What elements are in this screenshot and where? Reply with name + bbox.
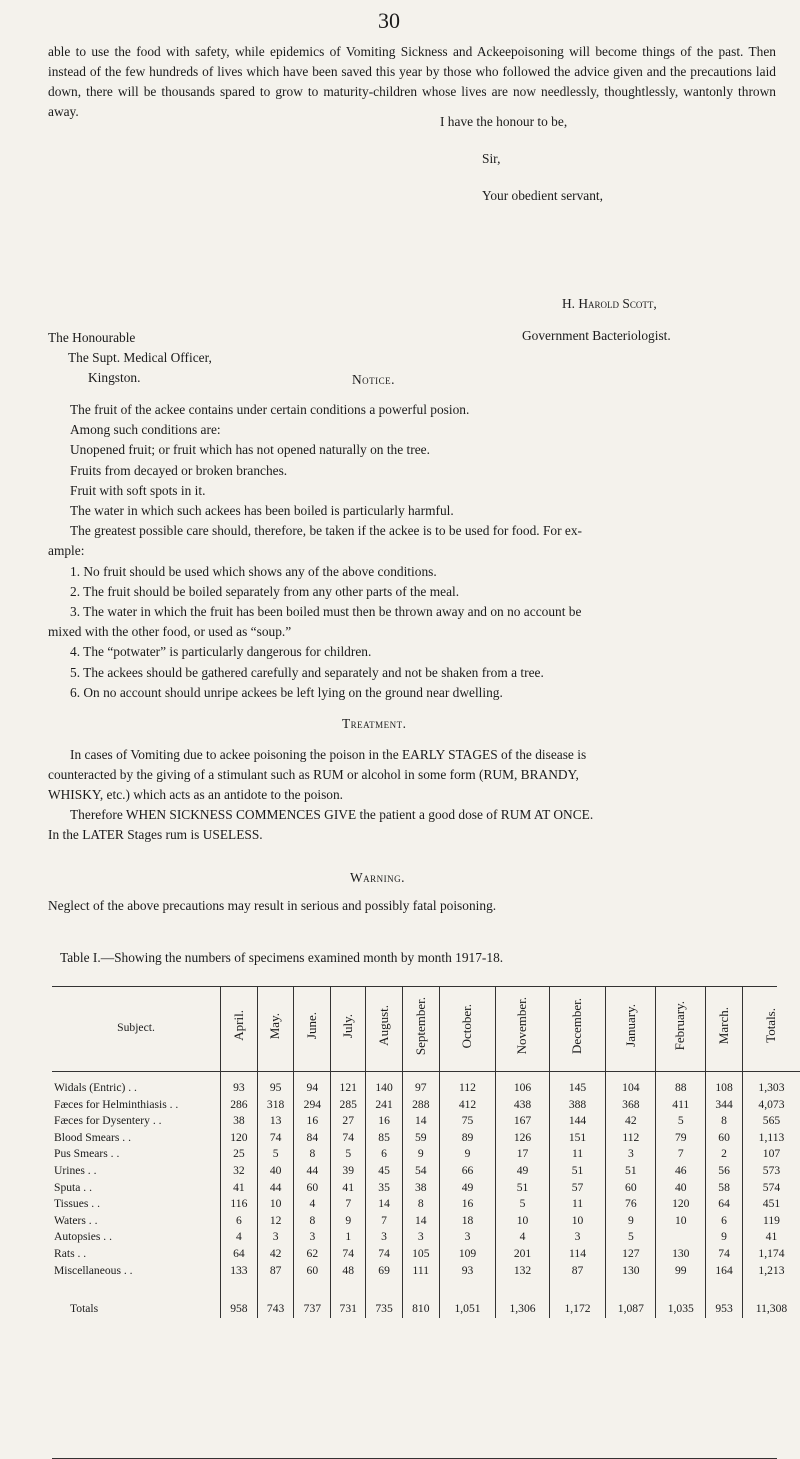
total-cell: 1,035 [656, 1289, 706, 1318]
table-cell: 25 [233, 1147, 245, 1161]
table-cell: 6 [236, 1213, 242, 1227]
column-header-label: May. [267, 1012, 283, 1039]
notice-line: The water in which such ackees has been boiled is particularly harmful. [70, 503, 454, 519]
table-cell: 60 [306, 1263, 319, 1277]
table-cell: 66 [461, 1163, 474, 1177]
table-cell: 41 [233, 1180, 245, 1194]
table-cell: 44 [306, 1163, 319, 1177]
table-cell: 3 [464, 1230, 471, 1244]
table-cell: 127 [622, 1246, 640, 1260]
table-cell: 38 [415, 1180, 427, 1194]
table-cell: 74 [342, 1130, 354, 1144]
addressee [48, 328, 212, 388]
table-cell: 79 [674, 1130, 687, 1144]
column-header-label: January. [622, 1004, 638, 1048]
table-cell: 99 [674, 1263, 687, 1277]
column-header [294, 986, 331, 1072]
table-cell: 12 [269, 1213, 282, 1227]
column-header [656, 986, 706, 1072]
table-cell: 56 [718, 1163, 730, 1177]
table-cell: 438 [513, 1097, 532, 1111]
row-subject: Sputa . . [54, 1180, 93, 1194]
column-header [221, 986, 258, 1072]
treatment-body [48, 745, 778, 845]
treatment-line: Therefore WHEN SICKNESS COMMENCES GIVE the patient a good dose of RUM AT ONCE. [70, 807, 594, 822]
table-cell: 8 [309, 1213, 316, 1227]
signatory-title: Government Bacteriologist. [522, 328, 671, 343]
table-cell: 10 [516, 1213, 529, 1227]
column-header [257, 986, 294, 1072]
table-cell: 64 [233, 1246, 245, 1260]
totals-label-cell [52, 1289, 221, 1318]
table-cell: 112 [459, 1081, 476, 1094]
column-header [439, 986, 496, 1072]
table-cell: 8 [721, 1114, 727, 1128]
table-cell: 5 [677, 1114, 684, 1128]
row-subject: Rats . . [54, 1246, 87, 1260]
table-cell: 574 [762, 1180, 781, 1194]
table-cell: 60 [625, 1180, 637, 1194]
value-column [656, 1072, 706, 1290]
table-cell: 130 [622, 1263, 640, 1277]
value-column [294, 1072, 331, 1290]
table-cell: 93 [461, 1263, 474, 1277]
column-header-label: Totals. [763, 1008, 779, 1044]
table-cell: 10 [674, 1213, 687, 1227]
table-cell: 13 [269, 1114, 282, 1128]
table-cell: 32 [233, 1163, 245, 1177]
notice-line: 2. The fruit should be boiled separately from any other parts of the meal. [70, 583, 460, 599]
table-cell: 1 [345, 1230, 352, 1244]
notice-line: Fruit with soft spots in it. [70, 482, 206, 498]
table-cell: 130 [672, 1246, 690, 1260]
table-cell: 5 [627, 1230, 634, 1244]
column-header [742, 986, 800, 1072]
addressee-line: The Supt. Medical Officer, [68, 350, 212, 365]
table-cell: 14 [378, 1197, 390, 1211]
treatment-line: In cases of Vomiting due to ackee poisoning the poison in the EARLY STAGES of the disease is [70, 747, 587, 762]
column-header [496, 986, 549, 1072]
table-cell: 41 [765, 1230, 778, 1244]
table-cell: 93 [233, 1081, 245, 1094]
table-cell: 106 [513, 1081, 532, 1094]
treatment-line: counteracted by the giving of a stimulant such as RUM or alcohol in some form (RUM, BRANDY, [48, 767, 579, 782]
table-cell: 49 [516, 1163, 529, 1177]
table-cell: 4 [519, 1230, 526, 1244]
table-cell: 49 [461, 1180, 474, 1194]
table-cell: 140 [375, 1081, 393, 1094]
table-cell: 565 [762, 1114, 781, 1128]
table-cell: 3 [272, 1230, 279, 1244]
table-cell: 132 [513, 1263, 532, 1277]
column-header-label: November. [514, 997, 530, 1055]
treatment-line: In the LATER Stages rum is USELESS. [48, 827, 263, 842]
table-cell: 119 [762, 1213, 780, 1227]
table-cell: 9 [627, 1213, 634, 1227]
total-cell: 735 [366, 1289, 403, 1318]
table-cell: 88 [674, 1081, 687, 1094]
table-cell: 57 [571, 1180, 584, 1194]
column-header-label: June. [304, 1012, 320, 1040]
table-cell: 45 [378, 1163, 390, 1177]
total-cell: 743 [257, 1289, 294, 1318]
total-cell: 1,087 [606, 1289, 656, 1318]
table-cell: 121 [339, 1081, 357, 1094]
table-cell: 9 [345, 1213, 352, 1227]
table-cell: 74 [378, 1246, 390, 1260]
table-cell: 164 [715, 1263, 733, 1277]
table-cell: 145 [568, 1081, 587, 1094]
column-header [331, 986, 366, 1072]
table-cell: 51 [516, 1180, 529, 1194]
table-cell: 241 [375, 1097, 393, 1111]
total-cell: 958 [221, 1289, 258, 1318]
table-cell: 64 [718, 1197, 730, 1211]
table-header-row [52, 986, 800, 1072]
table-cell: 41 [342, 1180, 354, 1194]
table-cell: 17 [516, 1147, 529, 1161]
table-cell: 126 [513, 1130, 532, 1144]
table-cell: 59 [415, 1130, 427, 1144]
table-cell: 318 [266, 1097, 285, 1111]
table-cell: 16 [378, 1114, 390, 1128]
closing-honour: I have the honour to be, [440, 114, 568, 129]
table-cell: 60 [718, 1130, 730, 1144]
intro-paragraph: able to use the food with safety, while epidemics of Vomiting Sickness and Ackeepoisoning will become things of the past. Then instead of the few hundreds of lives which have been saved this year by those who followed the advice given and the precautions laid down, there will be thousands spared to grow to maturity-children whose lives are now needlessly, thoughtlessly, wantonly thrown away. [48, 44, 776, 119]
row-subject: Waters . . [54, 1213, 98, 1227]
column-header-label: July. [339, 1013, 355, 1038]
notice-line: The fruit of the ackee contains under certain conditions a powerful posion. [70, 402, 470, 417]
totals-label: Totals [70, 1302, 99, 1316]
table-cell: 3 [627, 1147, 634, 1161]
table-cell: 9 [721, 1230, 727, 1244]
signatory-name: H. Harold Scott, [562, 296, 657, 311]
value-column [606, 1072, 656, 1290]
table-cell: 201 [513, 1246, 532, 1260]
table-cell: 104 [622, 1081, 640, 1094]
table-cell: 42 [625, 1114, 637, 1128]
treatment-line: WHISKY, etc.) which acts as an antidote to the poison. [48, 787, 344, 802]
table-cell: 412 [458, 1097, 477, 1111]
table-cell: 344 [715, 1097, 733, 1111]
subject-header [52, 986, 221, 1072]
table-cell: 89 [461, 1130, 474, 1144]
value-column [257, 1072, 294, 1290]
total-cell: 1,051 [439, 1289, 496, 1318]
table-cell: 39 [342, 1163, 354, 1177]
column-header [706, 986, 743, 1072]
notice-line: mixed with the other food, or used as “soup.” [48, 624, 292, 640]
table-cell: 368 [622, 1097, 640, 1111]
notice-line: Among such conditions are: [70, 422, 221, 438]
column-header-label: March. [715, 1007, 731, 1045]
notice-line: 4. The “potwater” is particularly dangerous for children. [70, 644, 372, 660]
table-cell: 11 [571, 1147, 584, 1161]
subject-column [52, 1072, 221, 1290]
table-cell: 144 [568, 1114, 587, 1128]
row-subject: Pus Smears . . [54, 1147, 120, 1161]
table-cell: 7 [381, 1213, 387, 1227]
table-cell: 112 [622, 1130, 640, 1144]
row-subject: Tissues . . [54, 1197, 100, 1211]
column-header-label: December. [569, 997, 585, 1054]
table-cell: 54 [415, 1163, 427, 1177]
table-cell: 94 [306, 1081, 319, 1094]
table-cell: 167 [513, 1114, 532, 1128]
row-subject: Fæces for Helminthiasis . . [54, 1097, 179, 1111]
value-column [439, 1072, 496, 1290]
table-cell: 44 [269, 1180, 282, 1194]
table-cell: 7 [345, 1197, 352, 1211]
table-cell: 3 [574, 1230, 581, 1244]
table-cell: 16 [306, 1114, 319, 1128]
value-column [549, 1072, 606, 1290]
value-column [402, 1072, 439, 1290]
row-subject: Blood Smears . . [54, 1130, 131, 1144]
notice-line: 5. The ackees should be gathered carefully and separately and not be shaken from a tree. [70, 664, 544, 680]
table-cell: 97 [415, 1081, 427, 1094]
table-cell: 51 [571, 1163, 584, 1177]
table-cell: 1,174 [758, 1246, 785, 1260]
value-column [706, 1072, 743, 1290]
column-header-label: September. [412, 996, 428, 1055]
table-cell: 9 [464, 1147, 471, 1161]
value-column [331, 1072, 366, 1290]
table-cell: 285 [339, 1097, 357, 1111]
specimens-table [52, 986, 800, 1318]
total-cell: 11,308 [742, 1289, 800, 1318]
column-header-label: August. [375, 1005, 391, 1047]
total-cell: 953 [706, 1289, 743, 1318]
row-subject: Fæces for Dysentery . . [54, 1114, 162, 1128]
table-cell: 9 [417, 1147, 424, 1161]
table-cell: 42 [269, 1246, 282, 1260]
table-caption: Table I.—Showing the numbers of specimens examined month by month 1917-18. [60, 950, 504, 965]
value-column [366, 1072, 403, 1290]
table-cell: 573 [762, 1163, 781, 1177]
column-header-label: October. [459, 1003, 475, 1048]
table-cell: 60 [306, 1180, 319, 1194]
table-cell: 411 [672, 1097, 690, 1111]
table-cell: 114 [569, 1246, 586, 1260]
table-cell: 1,303 [758, 1081, 785, 1094]
table-cell: 3 [417, 1230, 424, 1244]
addressee-line: Kingston. [88, 370, 141, 385]
notice-line: 6. On no account should unripe ackees be left lying on the ground near dwelling. [70, 684, 503, 700]
table-cell: 95 [269, 1081, 282, 1094]
table-cell: 11 [571, 1197, 584, 1211]
table-cell: 1,213 [758, 1263, 785, 1277]
column-header [549, 986, 606, 1072]
value-column [221, 1072, 258, 1290]
value-column [742, 1072, 800, 1290]
total-cell: 731 [331, 1289, 366, 1318]
table-cell: 14 [415, 1114, 427, 1128]
notice-line: 3. The water in which the fruit has been boiled must then be thrown away and on no account be [70, 604, 582, 620]
table-cell: 105 [412, 1246, 430, 1260]
table-cell: 6 [381, 1147, 387, 1161]
table-cell: 69 [378, 1263, 390, 1277]
table-cell: 74 [718, 1246, 730, 1260]
column-header-label: April. [230, 1010, 246, 1042]
table-cell: 133 [230, 1263, 248, 1277]
subject-header-label: Subject. [117, 1021, 155, 1035]
table-cell: 46 [674, 1163, 687, 1177]
table-cell: 18 [461, 1213, 474, 1227]
total-cell: 810 [402, 1289, 439, 1318]
table-cell: 8 [417, 1197, 424, 1211]
table-cell: 75 [461, 1114, 474, 1128]
table-cell: 294 [303, 1097, 322, 1111]
notice-line: ample: [48, 543, 85, 559]
table-cell: 116 [230, 1197, 248, 1211]
table-cell: 74 [269, 1130, 282, 1144]
notice-line: Unopened fruit; or fruit which has not opened naturally on the tree. [70, 442, 430, 458]
row-subject: Miscellaneous . . [54, 1263, 133, 1277]
treatment-heading: Treatment. [342, 716, 407, 731]
table-cell: 48 [342, 1263, 354, 1277]
table-cell: 38 [233, 1114, 245, 1128]
table-cell: 5 [345, 1147, 352, 1161]
table-cell: 87 [269, 1263, 282, 1277]
table-cell: 10 [571, 1213, 584, 1227]
column-header-label: February. [672, 1001, 688, 1051]
total-cell: 1,306 [496, 1289, 549, 1318]
table-cell: 2 [721, 1147, 727, 1161]
table-cell: 108 [715, 1081, 733, 1094]
table-cell: 5 [272, 1147, 279, 1161]
notice-heading: Notice. [352, 372, 396, 387]
column-header [606, 986, 656, 1072]
row-subject: Widals (Entric) . . [54, 1081, 137, 1094]
table-cell: 58 [718, 1180, 730, 1194]
table-cell: 286 [230, 1097, 248, 1111]
notice-line: 1. No fruit should be used which shows any of the above conditions. [70, 563, 437, 579]
table-cell: 120 [230, 1130, 248, 1144]
table-cell: 85 [378, 1130, 390, 1144]
page-number: 30 [378, 8, 400, 33]
table-cell: 6 [721, 1213, 727, 1227]
table-cell: 151 [568, 1130, 587, 1144]
table-cell: 107 [762, 1147, 781, 1161]
table-cell: 3 [309, 1230, 316, 1244]
addressee-line: The Honourable [48, 330, 136, 345]
table-cell: 40 [674, 1180, 687, 1194]
table-cell: 5 [519, 1197, 526, 1211]
table-cell: 111 [412, 1263, 430, 1277]
table-cell: 451 [762, 1197, 781, 1211]
table-cell: 288 [412, 1097, 430, 1111]
table-cell: 4 [236, 1230, 242, 1244]
table-cell: 35 [378, 1180, 390, 1194]
table-cell: 3 [381, 1230, 387, 1244]
notice-line: The greatest possible care should, therefore, be taken if the ackee is to be used for food. For ex- [70, 523, 583, 539]
table-cell: 16 [461, 1197, 474, 1211]
table-cell: 62 [306, 1246, 319, 1260]
warning-text: Neglect of the above precautions may result in serious and possibly fatal poisoning. [48, 898, 497, 913]
table-cell: 27 [342, 1114, 354, 1128]
total-cell: 1,172 [549, 1289, 606, 1318]
table-cell: 74 [342, 1246, 354, 1260]
column-header [402, 986, 439, 1072]
table-cell: 109 [458, 1246, 477, 1260]
row-subject: Autopsies . . [54, 1230, 112, 1244]
notice-line: Fruits from decayed or broken branches. [70, 462, 288, 478]
table-cell: 76 [625, 1197, 637, 1211]
table-cell [656, 1229, 705, 1246]
value-column [496, 1072, 549, 1290]
table-cell: 388 [568, 1097, 587, 1111]
closing-sir: Sir, [482, 151, 501, 166]
table-cell: 84 [306, 1130, 319, 1144]
table-cell: 120 [672, 1197, 690, 1211]
table-cell: 14 [415, 1213, 427, 1227]
table-cell: 8 [309, 1147, 316, 1161]
table-cell: 7 [677, 1147, 684, 1161]
table-cell: 40 [269, 1163, 282, 1177]
table-cell: 10 [269, 1197, 282, 1211]
table-cell: 87 [571, 1263, 584, 1277]
table-cell: 1,113 [758, 1130, 785, 1144]
table-cell: 4 [309, 1197, 316, 1211]
table-body-row [52, 1072, 800, 1290]
closing-servant: Your obedient servant, [482, 188, 603, 203]
table-cell: 51 [625, 1163, 637, 1177]
column-header [366, 986, 403, 1072]
total-cell: 737 [294, 1289, 331, 1318]
notice-body [48, 400, 778, 703]
row-subject: Urines . . [54, 1163, 97, 1177]
table-cell: 4,073 [758, 1097, 785, 1111]
warning-heading: Warning. [350, 870, 405, 885]
totals-row [52, 1289, 800, 1318]
